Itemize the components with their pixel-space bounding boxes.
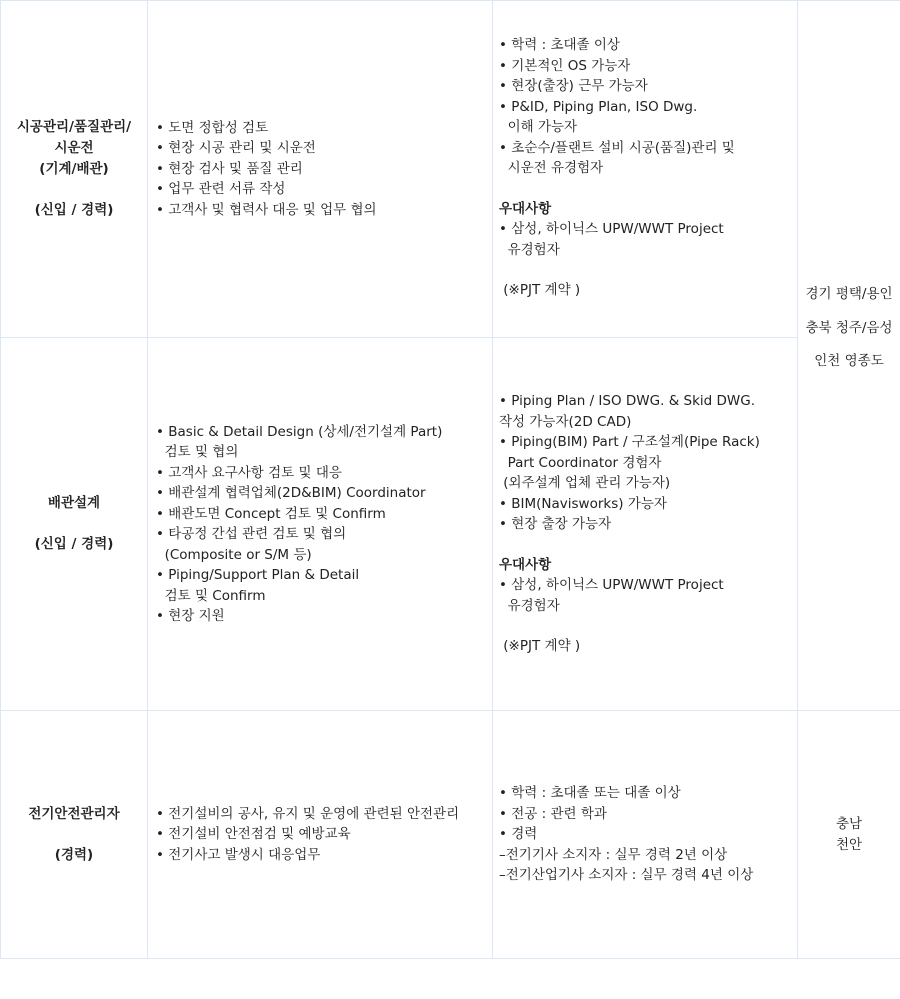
job-title-cell xyxy=(1,711,148,959)
table-row xyxy=(1,711,900,959)
job-title: 시공관리/품질관리/ xyxy=(16,119,132,135)
job-level: (신입 / 경력) xyxy=(34,202,114,218)
table-row xyxy=(1,1,900,338)
duty-item: 검토 및 Confirm xyxy=(156,587,266,604)
duty-item: • 타공정 간섭 관련 검토 및 협의 xyxy=(156,526,347,542)
preferred-item: • 삼성, 하이닉스 UPW/WWT Project xyxy=(499,221,724,237)
duty-item: • 현장 지원 xyxy=(156,608,225,624)
requirement-item: • 학력 : 초대졸 또는 대졸 이상 xyxy=(499,785,681,802)
location-item: 경기 평택/용인 xyxy=(805,286,893,302)
requirement-item: • 현장 출장 가능자 xyxy=(499,516,612,533)
duty-item: • 배관도면 Concept 검토 및 Confirm xyxy=(156,505,386,522)
contract-note: (※PJT 계약 ) xyxy=(499,282,581,298)
job-title: 전기안전관리자 xyxy=(28,805,120,822)
duties-cell xyxy=(148,711,493,959)
duty-item: • Piping/Support Plan & Detail xyxy=(156,567,360,583)
job-title-cell xyxy=(1,1,148,338)
requirements-cell xyxy=(493,1,798,338)
duties-cell xyxy=(148,1,493,338)
requirement-item: • 초순수/플랜트 설비 시공(품질)관리 및 xyxy=(499,139,735,156)
requirement-item: 시운전 유경험자 xyxy=(499,160,604,176)
preferred-item: • 삼성, 하이닉스 UPW/WWT Project xyxy=(499,577,724,594)
duty-item: • 전기사고 발생시 대응업무 xyxy=(156,846,321,863)
duty-item: • 업무 관련 서류 작성 xyxy=(156,181,286,198)
requirement-item: (외주설계 업체 관리 가능자) xyxy=(499,475,671,492)
requirement-item: • 학력 : 초대졸 이상 xyxy=(499,37,620,53)
job-title-line2: 시운전 xyxy=(54,140,94,156)
location-item: 인천 영종도 xyxy=(814,353,884,369)
job-title-cell xyxy=(1,338,148,711)
preferred-label: 우대사항 xyxy=(499,200,552,217)
duty-item: 검토 및 협의 xyxy=(156,444,239,460)
duty-item: • 현장 검사 및 품질 관리 xyxy=(156,160,303,177)
requirements-cell xyxy=(493,711,798,959)
duty-item: (Composite or S/M 등) xyxy=(156,546,312,563)
duty-item: • 전기설비의 공사, 유지 및 운영에 관련된 안전관리 xyxy=(156,805,460,822)
duty-item: • 고객사 요구사항 검토 및 대응 xyxy=(156,464,342,481)
duty-item: • 전기설비 안전점검 및 예방교육 xyxy=(156,826,351,843)
requirement-item: 이해 가능자 xyxy=(499,119,578,135)
duty-item: • 도면 정합성 검토 xyxy=(156,119,269,136)
requirement-item: Part Coordinator 경험자 xyxy=(499,454,662,471)
preferred-item: 유경험자 xyxy=(499,241,560,258)
requirement-item: –전기산업기사 소지자 : 실무 경력 4년 이상 xyxy=(499,867,754,884)
duty-item: • 고객사 및 협력사 대응 및 업무 협의 xyxy=(156,201,377,218)
duty-item: • 배관설계 협력업체(2D&BIM) Coordinator xyxy=(156,485,426,501)
requirement-item: • 기본적인 OS 가능자 xyxy=(499,57,631,74)
requirement-item: 작성 가능자(2D CAD) xyxy=(499,413,632,430)
location-cell xyxy=(798,1,900,711)
requirement-item: • Piping(BIM) Part / 구조설계(Pipe Rack) xyxy=(499,434,760,451)
requirement-item: • Piping Plan / ISO DWG. & Skid DWG. xyxy=(499,393,756,410)
preferred-label: 우대사항 xyxy=(499,556,552,573)
job-level: (경력) xyxy=(54,846,94,863)
table-row xyxy=(1,338,900,711)
duties-cell xyxy=(148,338,493,711)
job-level: (신입 / 경력) xyxy=(34,536,114,552)
location-cell xyxy=(798,711,900,959)
duty-item: • 현장 시공 관리 및 시운전 xyxy=(156,140,316,157)
location-item: 천안 xyxy=(835,836,863,853)
duty-item: • Basic & Detail Design (상세/전기설계 Part) xyxy=(156,423,443,440)
preferred-item: 유경험자 xyxy=(499,597,560,614)
requirement-item: • BIM(Navisworks) 가능자 xyxy=(499,495,667,512)
requirement-item: • 경력 xyxy=(499,826,538,843)
requirements-cell xyxy=(493,338,798,711)
requirement-item: • 전공 : 관련 학과 xyxy=(499,805,607,822)
requirement-item: • 현장(출장) 근무 가능자 xyxy=(499,78,648,94)
location-item: 충남 xyxy=(835,816,863,832)
requirement-item: • P&ID, Piping Plan, ISO Dwg. xyxy=(499,98,698,115)
location-item: 충북 청주/음성 xyxy=(805,319,893,336)
job-title: 배관설계 xyxy=(47,495,101,511)
job-title-line3: (기계/배관) xyxy=(39,161,109,177)
contract-note: (※PJT 계약 ) xyxy=(499,638,581,655)
requirement-item: –전기기사 소지자 : 실무 경력 2년 이상 xyxy=(499,846,728,863)
